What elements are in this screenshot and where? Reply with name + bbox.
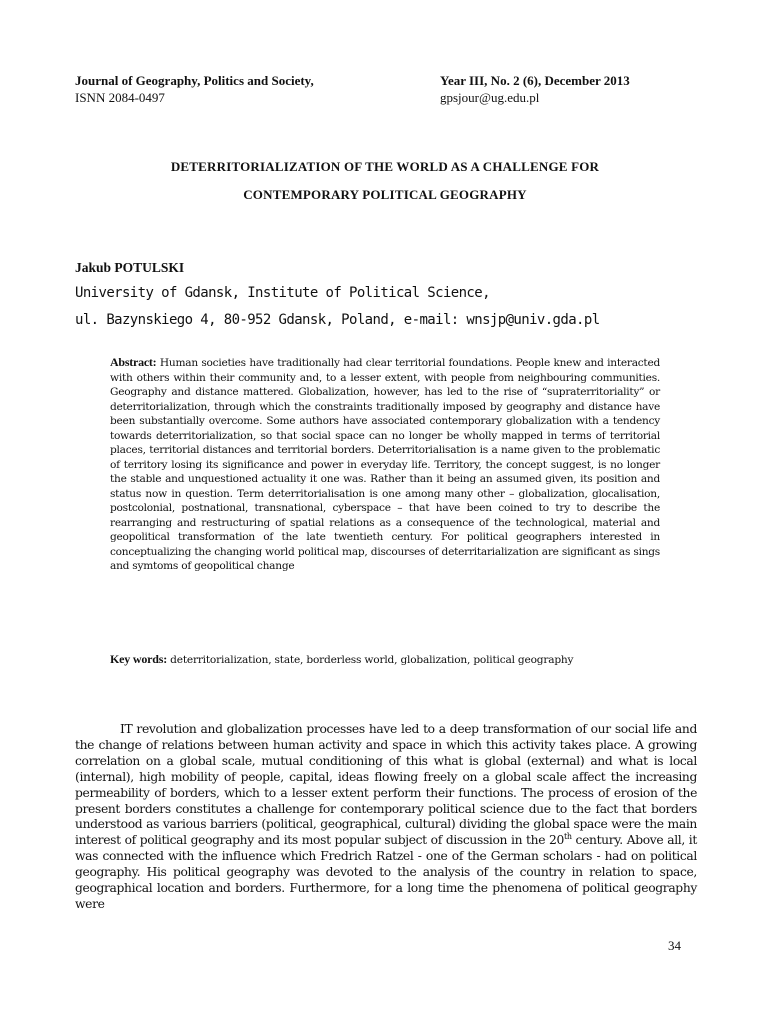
- keywords-label: Key words:: [110, 652, 167, 666]
- author-address: ul. Bazynskiego 4, 80-952 Gdansk, Poland, e-mail: wnsjp@univ.gda.pl: [75, 312, 600, 328]
- issue-info: [440, 72, 630, 106]
- author-affiliation: University of Gdansk, Institute of Political Science,: [75, 285, 490, 301]
- keywords: [110, 648, 660, 671]
- paper-title-line1: DETERRITORIALIZATION OF THE WORLD AS A CHALLENGE FOR: [170, 159, 600, 174]
- journal-issue: Year III, No. 2 (6), December 2013: [440, 73, 630, 88]
- abstract-text: Human societies have traditionally had clear territorial foundations. People knew and interacted with others within their community and, to a lesser extent, with people from neighbouring communities. Geography and distance mattered. Globalization, however, has led to the rise of “supraterritoriality” or deterritorialization, through which the constraints traditionally imposed by geography and distance have been substantially overcome. Some authors have associated contemporary globalization with a tendency towards deterritorialization, so that social space can no longer be wholly mapped in terms of territorial places, territorial distances and territorial borders. Deterritorialisation is a name given to the problematic of territory losing its significance and power in everyday life. Territory, the concept suggest, is no longer the stable and unquestioned actuality it one was. Rather than it being an assumed given, its position and status now in question. Term deterritorialisation is one among many other – globalization, glocalisation, postcolonial, postnational, transnational, cyberspace – that have been coined to try to describe the rearranging and restructuring of spatial relations as a consequence of the technological, material and geopolitical transformation of the late twentieth century. For political geographers interested in conceptualizing the changing world political map, discourses of deterritarialization are significant as sings and symtoms of geopolitical change: [110, 357, 660, 572]
- author-name: Jakub POTULSKI: [75, 260, 185, 275]
- keywords-text: deterritorialization, state, borderless world, globalization, political geography: [170, 654, 574, 666]
- body-text-part1: IT revolution and globalization processes have led to a deep transformation of our social life and the change of relations between human activity and space in which this activity takes place. A growing correlation on a global scale, mutual conditioning of this what is global (external) and what is local (internal), high mobility of people, capital, ideas flowing freely on a global scale affect the increasing permeability of borders, which to a lesser extent perform their functions. The process of erosion of the present borders constitutes a challenge for contemporary political science due to the fact that borders understood as various barriers (political, geographical, cultural) dividing the global space were the main interest of political geography and its most popular subject of discussion in the 20: [75, 722, 697, 848]
- paper-title: [75, 153, 695, 209]
- journal-name: Journal of Geography, Politics and Society,: [75, 73, 314, 88]
- paper-title-line2: CONTEMPORARY POLITICAL GEOGRAPHY: [243, 187, 527, 202]
- journal-issn: ISNN 2084-0497: [75, 90, 165, 105]
- body-paragraph: [75, 722, 697, 913]
- body-text-part2: century. Above all, it was connected with the influence which Fredrich Ratzel - one of the German scholars - had on political geography. His political geography was devoted to the analysis of the country in relation to space, geographical location and borders. Furthermore, for a long time the phenomena of political geography were: [75, 833, 697, 911]
- body-superscript: th: [563, 832, 572, 842]
- journal-email: gpsjour@ug.edu.pl: [440, 90, 540, 105]
- abstract: [110, 355, 660, 574]
- journal-info: [75, 72, 314, 106]
- abstract-label: Abstract:: [110, 355, 157, 369]
- page-number: 34: [668, 938, 681, 953]
